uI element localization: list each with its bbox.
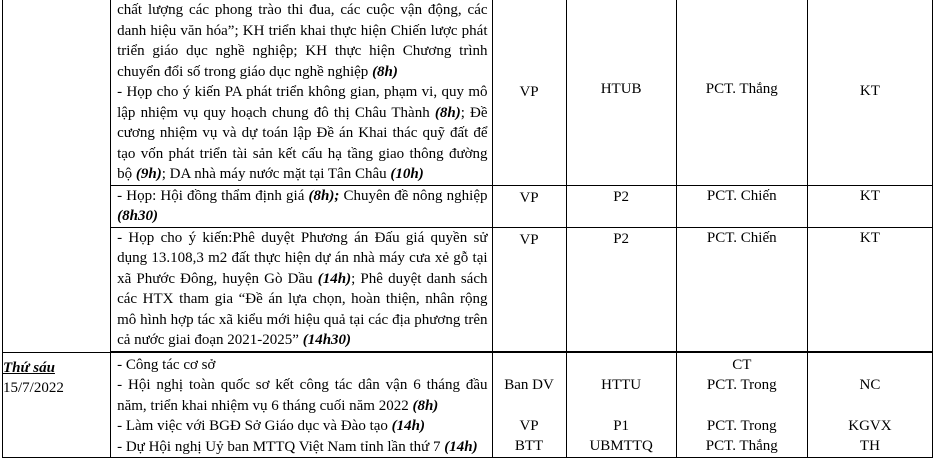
location-cell: P2: [566, 227, 676, 351]
content-text: chất lượng các phong trào thi đua, các cuộc vận động, các danh hiệu văn hóa”; KH triển khai thực hiện Chiến lược phát triển giáo dục nghề nghiệp; KH thực hiện Chương trình chuyển đổi số trong giáo dục nghề nghiệp (8h): [117, 2, 488, 80]
chair-cell: PCT. Chiến: [676, 185, 807, 227]
content-text: - Dự Hội nghị Uỷ ban MTTQ Việt Nam tỉnh lần thứ 7 (14h): [117, 438, 478, 455]
table-row: [3, 185, 933, 227]
unit-cell: VP: [492, 185, 566, 227]
content-text: - Họp: Hội đồng thẩm định giá (8h); Chuyên đề nông nghiệp (8h30): [117, 187, 488, 224]
table-row: [3, 0, 933, 185]
day-label: Thứ sáu: [3, 359, 55, 376]
chair-cell: PCT. Thắng: [676, 0, 807, 185]
chair-cell: CT PCT. Trong PCT. Trong PCT. Thắng: [676, 352, 807, 458]
location-cell: HTUB: [566, 0, 676, 185]
prep-cell: KT: [807, 185, 932, 227]
date-label: 15/7/2022: [3, 380, 64, 396]
location-cell: P2: [566, 185, 676, 227]
content-cell: [111, 227, 492, 351]
table-row: [3, 227, 933, 351]
unit-cell: VP: [492, 0, 566, 185]
content-text: - Làm việc với BGĐ Sở Giáo dục và Đào tạo (14h): [117, 418, 426, 434]
unit-cell: VP: [492, 227, 566, 351]
content-cell: [111, 185, 492, 227]
content-text: - Họp cho ý kiến PA phát triển không gian, phạm vi, quy mô lập nhiệm vụ quy hoạch chung đô thị Châu Thành (8h); Đề cương nhiệm vụ và dự toán lập Đề án Khai thác quỹ đất để tạo vốn phát triển tài sản kết cấu hạ tầng giao thông đường bộ (9h); DA nhà máy nước mặt tại Tân Châu (10h): [117, 84, 488, 182]
prep-cell: NC KGVX TH: [807, 352, 932, 458]
location-cell: HTTU P1 UBMTTQ: [566, 352, 676, 458]
content-text: - Hội nghị toàn quốc sơ kết công tác dân vận 6 tháng đầu năm, triển khai nhiệm vụ 6 tháng cuối năm 2022 (8h): [117, 377, 488, 414]
chair-cell: PCT. Chiến: [676, 227, 807, 351]
schedule-table: [2, 0, 933, 458]
prep-cell: KT: [807, 227, 932, 351]
unit-cell: Ban DV VP BTT: [492, 352, 566, 458]
day-cell: [3, 0, 111, 352]
content-cell: [111, 352, 492, 458]
content-cell: [111, 0, 492, 185]
prep-cell: KT: [807, 0, 932, 185]
content-text: - Họp cho ý kiến:Phê duyệt Phương án Đấu giá quyền sử dụng 13.108,3 m2 đất thực hiện dự án nhà máy cưa xẻ gỗ tại xã Phước Đông, huyện Gò Dầu (14h); Phê duyệt danh sách các HTX tham gia “Đề án lựa chọn, hoàn thiện, nhân rộng mô hình hợp tác xã kiểu mới hiệu quả tại các địa phương trên cả nước giai đoạn 2021-2025” (14h30): [117, 229, 488, 348]
content-text: - Công tác cơ sở: [117, 356, 216, 373]
day-cell: [3, 352, 111, 458]
table-row: [3, 352, 933, 458]
